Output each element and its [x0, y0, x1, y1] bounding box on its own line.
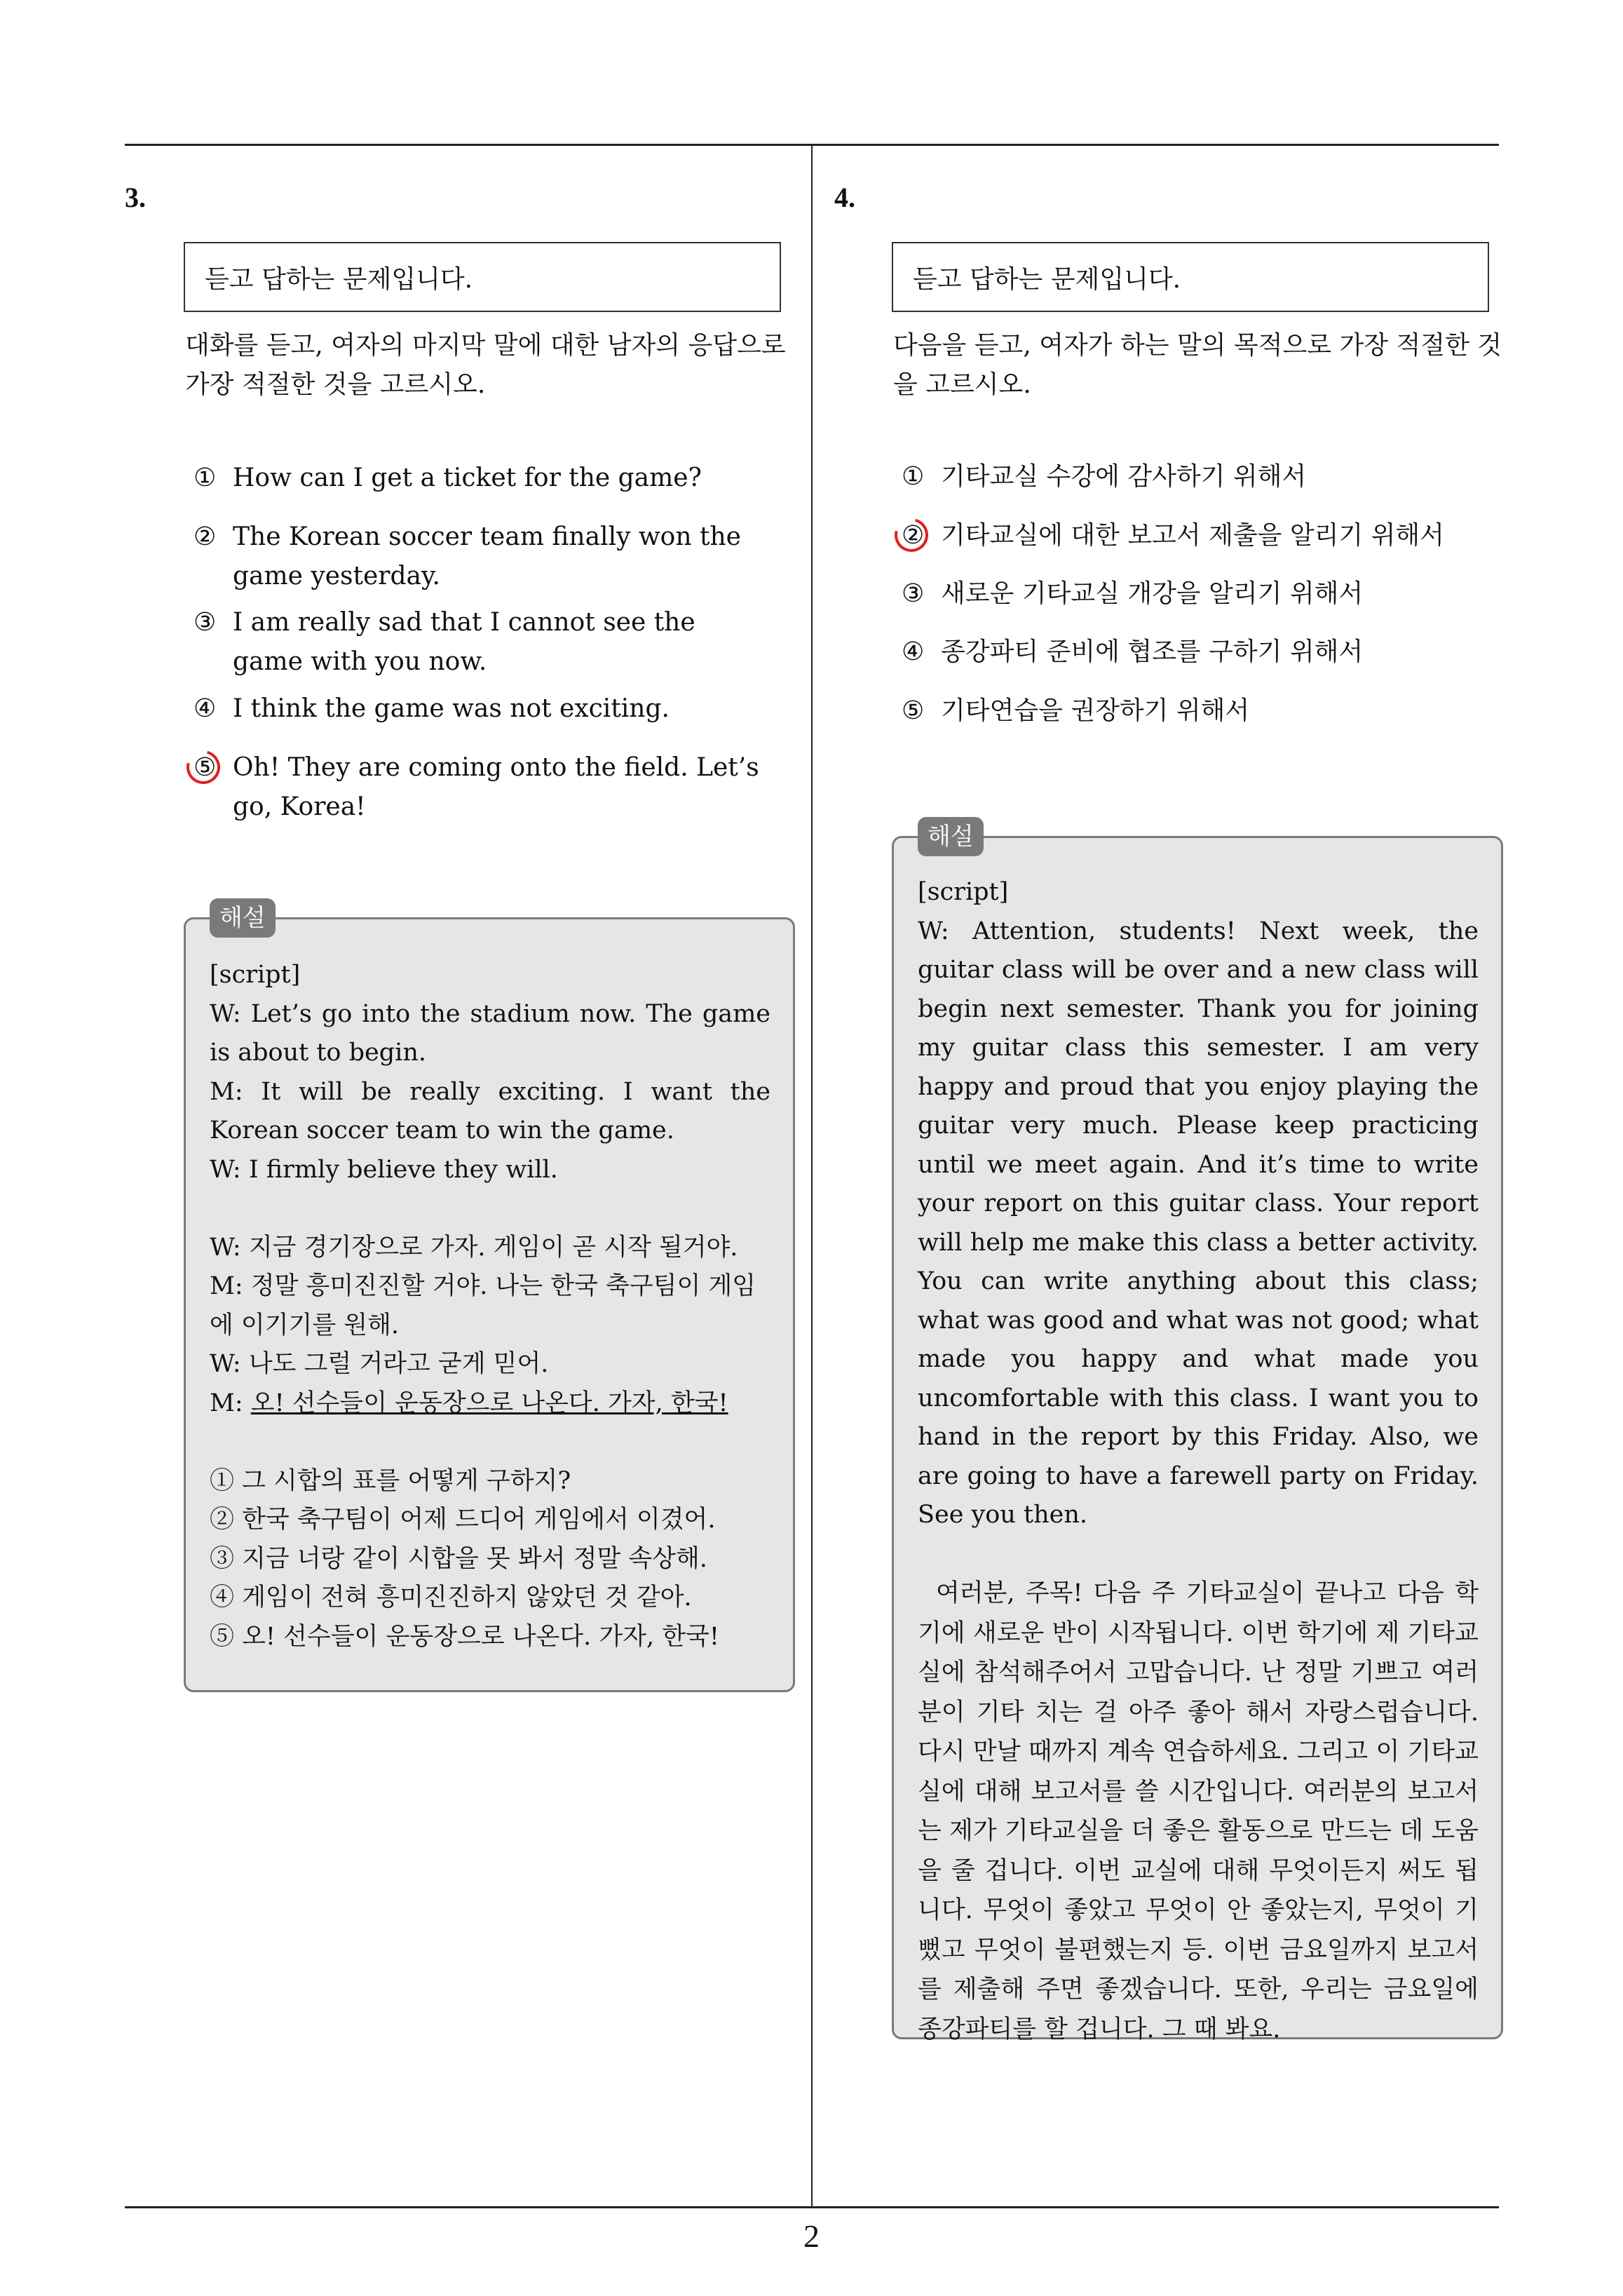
option-number: ②: [193, 522, 217, 551]
option-text: 기타교실 수강에 감사하기 위해서: [941, 462, 1307, 491]
bottom-rule: [125, 2206, 1499, 2208]
question-3-banner: 듣고 답하는 문제입니다.: [184, 242, 781, 312]
question-4-banner: 듣고 답하는 문제입니다.: [892, 242, 1489, 312]
question-3-instruction: 대화를 듣고, 여자의 마지막 말에 대한 남자의 응답으로 가장 적절한 것을 고르시오.: [185, 331, 786, 399]
option-number: ②: [902, 516, 941, 555]
script-line: W: Let’s go into the stadium now. The game is about to begin.: [210, 999, 770, 1067]
option-translation: ⑤ 오! 선수들이 운동장으로 나온다. 가자, 한국!: [210, 1622, 719, 1651]
script-label: [script]: [210, 961, 301, 989]
q4-option-5[interactable]: [902, 691, 1476, 731]
explanation-tab: 해설: [918, 817, 984, 856]
answer-line: M: 오! 선수들이 운동장으로 나온다. 가자, 한국!: [210, 1389, 728, 1417]
script-text: W: Attention, students! Next week, the guitar class will be over and a new class will begin next semester. Thank you for joining my guitar class this semester. I am very happy and proud that you enjoy playing the guitar very much. Please keep practicing until we meet again. And it’s time to write your report on this guitar class. Your report will help me make this class a better activity. You can write anything about this class; what was good and what was not good; what made you happy and what made you uncomfortable with this class. I want you to hand in the report by this Friday. Also, we are going to have a farewell party on Friday. See you then.: [918, 917, 1479, 1529]
column-divider: [811, 145, 813, 2207]
option-translation: ② 한국 축구팀이 어제 드디어 게임에서 이겼어.: [210, 1506, 716, 1534]
q3-option-4[interactable]: [193, 689, 768, 729]
q3-option-3[interactable]: [193, 603, 768, 682]
translation-line: W: 나도 그럴 거라고 굳게 믿어.: [210, 1350, 549, 1378]
explanation-tab: 해설: [210, 898, 276, 938]
option-number: ①: [902, 462, 925, 491]
question-3-explanation-box: [184, 904, 795, 1692]
option-text: I think the game was not exciting.: [233, 694, 670, 723]
option-text: 새로운 기타교실 개강을 알리기 위해서: [941, 579, 1364, 608]
option-translation: ① 그 시합의 표를 어떻게 구하지?: [210, 1466, 571, 1495]
option-text: How can I get a ticket for the game?: [233, 464, 702, 492]
q3-option-1[interactable]: [193, 459, 768, 498]
script-line: M: It will be really exciting. I want the Korean soccer team to win the game.: [210, 1077, 770, 1144]
option-text: Oh! They are coming onto the field. Let’s go, Korea!: [233, 753, 759, 821]
script-line: W: I firmly believe they will.: [210, 1155, 558, 1184]
option-translation: ④ 게임이 전혀 흥미진진하지 않았던 것 같아.: [210, 1583, 692, 1612]
q3-option-2[interactable]: [193, 518, 768, 596]
translation-line: M: 정말 흥미진진할 거야. 나는 한국 축구팀이 게임에 이기기를 원해.: [210, 1272, 756, 1339]
option-text: The Korean soccer team finally won the game yesterday.: [233, 522, 741, 590]
option-text: I am really sad that I cannot see the game with you now.: [233, 608, 695, 676]
answer-circle-mark: [888, 512, 935, 558]
underlined-answer: 오! 선수들이 운동장으로 나온다. 가자, 한국!: [250, 1389, 728, 1417]
explanation-body: [210, 956, 770, 1656]
question-4-instruction: 다음을 듣고, 여자가 하는 말의 목적으로 가장 적절한 것을 고르시오.: [893, 331, 1502, 399]
question-3-number: 3.: [125, 182, 146, 213]
option-number: ④: [193, 694, 217, 723]
q4-option-1[interactable]: [902, 457, 1476, 497]
option-translation: ③ 지금 너랑 같이 시합을 못 봐서 정말 속상해.: [210, 1544, 707, 1573]
option-text: 기타교실에 대한 보고서 제출을 알리기 위해서: [941, 521, 1444, 550]
explanation-body: [918, 873, 1479, 2049]
question-4-number: 4.: [834, 182, 855, 213]
option-text: 종강파티 준비에 협조를 구하기 위해서: [941, 637, 1364, 666]
translation-line: W: 지금 경기장으로 가자. 게임이 곧 시작 될거야.: [210, 1233, 738, 1262]
q4-option-3[interactable]: [902, 574, 1476, 614]
option-number: ④: [902, 637, 925, 666]
option-number: ③: [902, 579, 925, 608]
script-label: [script]: [918, 878, 1009, 906]
translation-text: 여러분, 주목! 다음 주 기타교실이 끝나고 다음 학기에 새로운 반이 시작됩니다. 이번 학기에 제 기타교실에 참석해주어서 고맙습니다. 난 정말 기쁘고 여러분이 기타 치는 걸 아주 좋아 해서 자랑스럽습니다. 다시 만날 때까지 계속 연습하세요. 그리고 이 기타교실에 대해 보고서를 쓸 시간입니다. 여러분의 보고서는 제가 기타교실을 더 좋은 활동으로 만드는 데 도움을 줄 겁니다. 이번 교실에 대해 무엇이든지 써도 됩니다. 무엇이 좋았고 무엇이 안 좋았는지, 무엇이 기뻤고 무엇이 불편했는지 등. 이번 금요일까지 보고서를 제출해 주면 좋겠습니다. 또한, 우리는 금요일에 종강파티를 할 겁니다. 그 때 봐요.: [918, 1579, 1479, 2044]
option-number: ③: [193, 608, 217, 637]
page-number: 2: [803, 2218, 820, 2254]
option-number: ⑤: [902, 696, 925, 725]
answer-circle-mark: [180, 744, 226, 790]
option-number: ①: [193, 464, 217, 492]
option-number: ⑤: [193, 748, 233, 827]
q4-option-4[interactable]: [902, 633, 1476, 672]
q4-option-2[interactable]: [902, 516, 1476, 555]
q3-option-5[interactable]: [193, 748, 768, 827]
question-4-explanation-box: [892, 823, 1503, 2044]
option-text: 기타연습을 권장하기 위해서: [941, 696, 1250, 725]
